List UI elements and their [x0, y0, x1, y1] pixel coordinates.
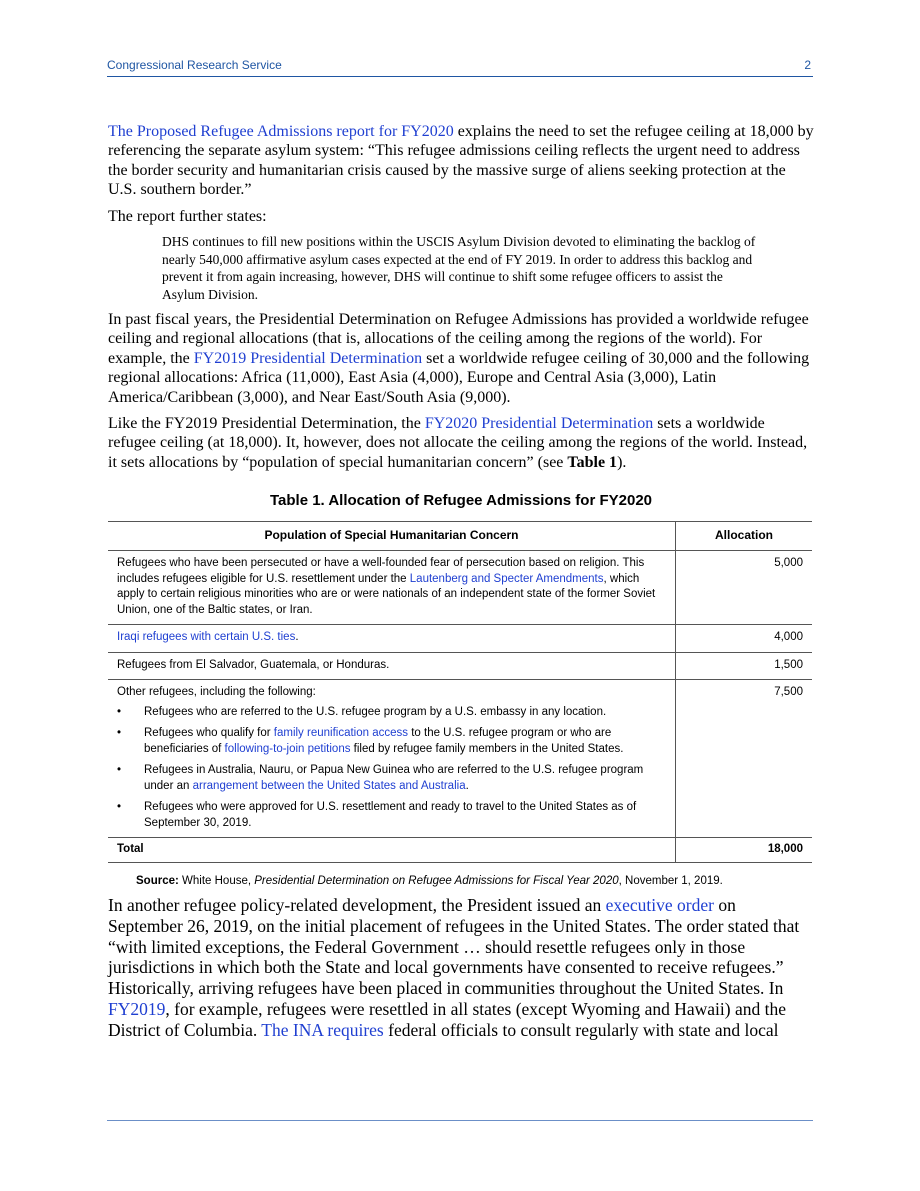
link-fy2019-determination[interactable]: FY2019 Presidential Determination	[193, 349, 423, 367]
footer-divider	[107, 1120, 813, 1121]
table-reference: Table 1	[567, 453, 618, 471]
header-source-label: Congressional Research Service	[107, 58, 282, 72]
table-row	[108, 652, 812, 680]
bullet3-text-a: Refugees in Australia, Nauru, or Papua New Guinea who are referred to the U.S. refugee program under an	[144, 764, 644, 792]
row3-allocation: 1,500	[676, 652, 813, 680]
link-ina-requires[interactable]: The INA requires	[261, 1019, 384, 1040]
p3-text-a: In past fiscal years, the Presidential Determination on Refugee Admissions has provided a worldwide refugee ceiling and regional allocations (that is, allocations of the ceiling among the regions of the world). For example, the	[108, 311, 809, 367]
bullet-icon: •	[117, 801, 122, 814]
p4-text-b: sets a worldwide refugee ceiling (at 18,000). It, however, does not allocate the ceiling among the regions of the world. Instead, it sets allocations by “population of special humanitarian concern” (see	[108, 415, 808, 471]
bullet-icon: •	[117, 705, 122, 718]
p1-text: explains the need to set the refugee ceiling at 18,000 by referencing the separate asylum system: “This refugee admissions ceiling reflects the urgent need to address the border security and humanitarian crisis caused by the massive surge of aliens seeking protection at the U.S. southern border.”	[108, 123, 814, 199]
row3-population: Refugees from El Salvador, Guatemala, or Honduras.	[108, 652, 676, 680]
link-lautenberg-specter[interactable]: Lautenberg and Specter Amendments	[409, 572, 604, 585]
row1-text-a: Refugees who have been persecuted or have a well-founded fear of persecution based on religion. This includes refugees eligible for U.S. resettlement under the	[117, 557, 645, 585]
p5-text-a: In another refugee policy-related development, the President issued an	[108, 895, 606, 916]
source-text-b: , November 1, 2019.	[618, 874, 723, 887]
source-title: Presidential Determination on Refugee Admissions for Fiscal Year 2020	[254, 874, 619, 887]
table-total-row	[108, 838, 812, 863]
bullet3-text-b: .	[465, 779, 469, 792]
paragraph-executive-order	[108, 895, 814, 1041]
p4-text-c: ).	[617, 453, 627, 471]
col-header-allocation: Allocation	[676, 521, 813, 551]
bullet4-text: Refugees who were approved for U.S. resettlement and ready to travel to the United States as of September 30, 2019.	[144, 801, 637, 829]
row1-allocation: 5,000	[676, 551, 813, 625]
source-text-a: White House,	[178, 874, 255, 887]
block-quote: DHS continues to fill new positions within the USCIS Asylum Division devoted to eliminating the backlog of nearly 540,000 affirmative asylum cases expected at the end of FY 2019. In order to address this backlog and prevent it from again increasing, however, DHS will continue to shift some refugee officers to assist the Asylum Division.	[162, 234, 756, 302]
row4-bullet-list	[117, 705, 667, 832]
source-label: Source:	[136, 874, 179, 887]
row2-allocation: 4,000	[676, 625, 813, 653]
p4-text-a: Like the FY2019 Presidential Determination, the	[108, 415, 425, 433]
link-iraqi-refugees[interactable]: Iraqi refugees with certain U.S. ties	[117, 631, 296, 644]
table-source-note	[136, 872, 814, 891]
bullet2-text-a: Refugees who qualify for	[144, 727, 274, 740]
bullet-icon: •	[117, 764, 122, 777]
row2-text-b: .	[295, 631, 299, 644]
list-item	[117, 763, 667, 794]
p5-text-b: on September 26, 2019, on the initial placement of refugees in the United States. The order stated that “with limited exceptions, the Federal Government … should resettle refugees only in those jurisdictions in which both the State and local governments have consented to receive refugees.” Historically, arriving refugees have been placed in communities throughout the United States. In	[108, 895, 800, 999]
table-row	[108, 625, 812, 653]
row4-allocation: 7,500	[676, 680, 813, 838]
table-row	[108, 551, 812, 625]
total-value: 18,000	[676, 838, 813, 863]
link-executive-order[interactable]: executive order	[605, 895, 714, 916]
document-body	[108, 122, 814, 1048]
page-number: 2	[804, 58, 811, 72]
page-header	[107, 58, 813, 77]
table-header-row	[108, 521, 812, 551]
paragraph-fy2020-determination	[108, 414, 814, 472]
allocation-table	[108, 521, 812, 863]
row2-population	[108, 625, 676, 653]
list-item	[117, 800, 667, 831]
paragraph-proposed-report	[108, 122, 814, 200]
link-proposed-report[interactable]: The Proposed Refugee Admissions report for FY2020	[108, 123, 454, 140]
link-fy2019[interactable]: FY2019	[108, 999, 166, 1020]
row4-population	[108, 680, 676, 838]
p3-text-b: set a worldwide refugee ceiling of 30,000 and the following regional allocations: Africa (11,000), East Asia (4,000), Europe and Central Asia (3,000), Latin America/Caribbean (3,000), and Near East/South Asia (9,000).	[108, 349, 810, 406]
bullet-icon: •	[117, 727, 122, 740]
row1-population	[108, 551, 676, 625]
paragraph-past-fiscal-years	[108, 310, 814, 407]
total-label: Total	[108, 838, 676, 863]
bullet2-text-c: filed by refugee family members in the United States.	[350, 742, 624, 755]
row1-text-b: , which apply to certain religious minorities who are or were nationals of an independent state of the former Soviet Union, one of the Baltic states, or Iran.	[117, 572, 656, 616]
table-title: Table 1. Allocation of Refugee Admissions for FY2020	[269, 492, 653, 510]
p5-text-c: , for example, refugees were resettled in all states (except Wyoming and Hawaii) and the District of Columbia.	[108, 999, 786, 1040]
row4-intro: Other refugees, including the following:	[117, 686, 316, 699]
link-fy2020-determination[interactable]: FY2020 Presidential Determination	[424, 415, 654, 433]
link-family-reunification[interactable]: family reunification access	[273, 727, 409, 740]
p5-text-d: federal officials to consult regularly with state and local	[383, 1019, 779, 1040]
link-following-to-join[interactable]: following-to-join petitions	[224, 742, 351, 755]
list-item	[117, 726, 667, 757]
col-header-population: Population of Special Humanitarian Concern	[108, 521, 676, 551]
link-us-australia-arrangement[interactable]: arrangement between the United States and Australia	[192, 779, 466, 792]
paragraph-report-states: The report further states:	[108, 207, 267, 225]
list-item	[117, 705, 667, 721]
bullet1-text: Refugees who are referred to the U.S. refugee program by a U.S. embassy in any location.	[144, 705, 607, 718]
table-row	[108, 680, 812, 838]
bullet2-text-b: to the U.S. refugee program or who are beneficiaries of	[144, 727, 612, 755]
